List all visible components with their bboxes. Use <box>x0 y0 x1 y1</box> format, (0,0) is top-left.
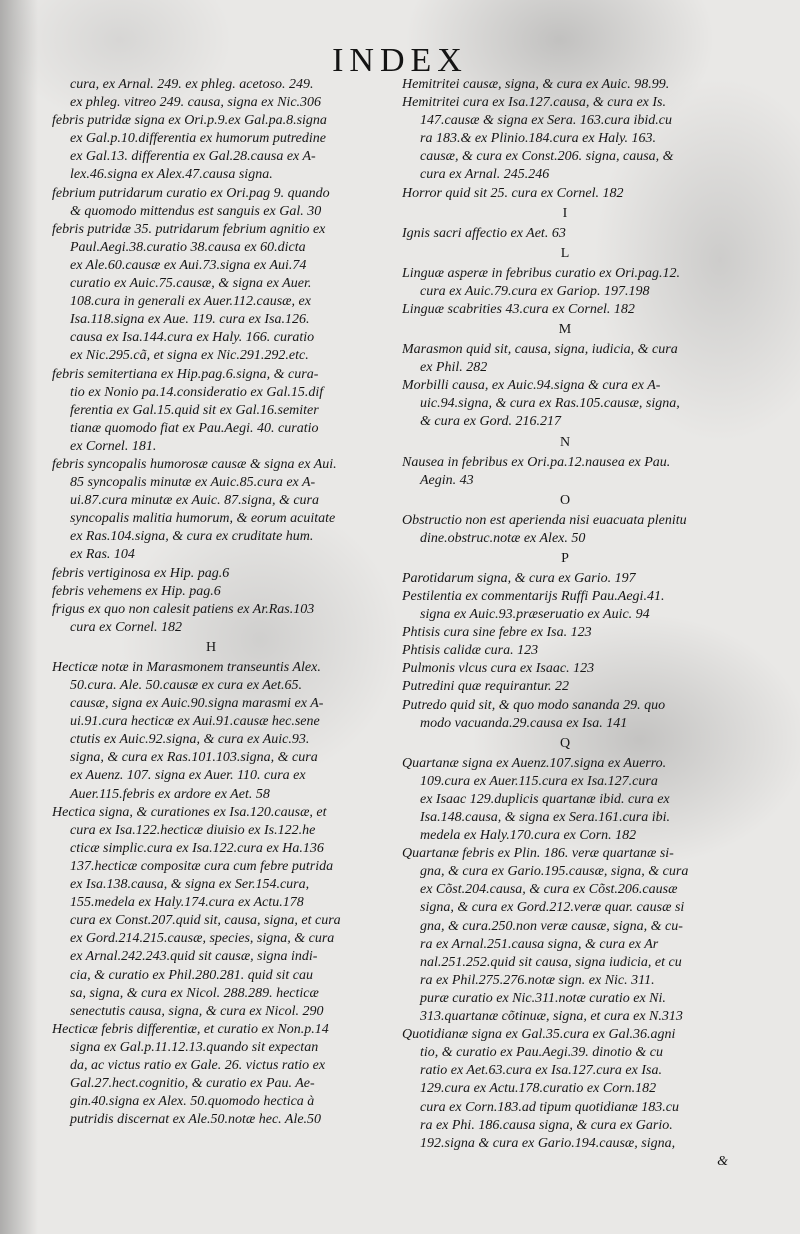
index-entry-line: medela ex Haly.170.cura ex Corn. 182 <box>420 828 637 844</box>
index-entry-line: syncopalis malitia humorum, & eorum acuitate <box>70 511 336 527</box>
index-entry-line: modo vacuanda.29.causa ex Isa. 141 <box>420 715 628 731</box>
index-entry-line: Horror quid sit 25. cura ex Cornel. 182 <box>402 185 624 201</box>
index-entry-line: causæ, signa ex Auic.90.signa marasmi ex A- <box>70 696 324 712</box>
index-entry-line: 108.cura in generali ex Auer.112.causæ, ex <box>70 294 311 310</box>
index-entry-line: febris putridæ 35. putridarum febrium agnitio ex <box>52 221 326 237</box>
index-entry-line: nal.251.252.quid sit causa, signa iudicia, et cu <box>420 954 682 970</box>
index-entry-line: Hemitritei cura ex Isa.127.causa, & cura ex Is. <box>402 95 666 111</box>
index-entry-line: uic.94.signa, & cura ex Ras.105.causæ, signa, <box>420 396 680 412</box>
index-entry-line: ra ex Phi. 186.causa signa, & cura ex Gario. <box>420 1117 673 1133</box>
index-entry-line: 155.medela ex Haly.174.cura ex Actu.178 <box>70 895 304 911</box>
index-entry-line: ferentia ex Gal.15.quid sit ex Gal.16.semiter <box>70 402 319 418</box>
index-entry-line: curatio ex Auic.75.causæ, & signa ex Auer. <box>70 276 312 292</box>
index-entry-line: 192.signa & cura ex Gario.194.causæ, signa, <box>420 1135 676 1151</box>
index-entry-line: cura ex Auic.79.cura ex Gariop. 197.198 <box>420 283 650 299</box>
section-letter: I <box>562 205 568 221</box>
index-entry-line: Hectica signa, & curationes ex Isa.120.causæ, et <box>52 804 327 820</box>
index-entry-line: ex Gord.214.215.causæ, species, signa, & cura <box>70 931 335 947</box>
index-entry-line: Quotidianæ signa ex Gal.35.cura ex Gal.36.agni <box>402 1027 676 1043</box>
index-column-right <box>402 76 728 1171</box>
index-entry-line: ex phleg. vitreo 249. causa, signa ex Nic.306 <box>70 95 322 111</box>
index-entry-line: ex Cõst.204.causa, & cura ex Cõst.206.causæ <box>420 882 678 898</box>
index-entry-line: cura ex Corn.183.ad tipum quotidianæ 183.cu <box>420 1099 679 1115</box>
index-entry-line: Quartanæ signa ex Auenz.107.signa ex Auerro. <box>402 755 667 771</box>
index-entry-line: ra ex Arnal.251.causa signa, & cura ex Ar <box>420 936 659 952</box>
index-entry-line: Marasmon quid sit, causa, signa, iudicia, & cura <box>402 342 678 358</box>
index-entry-line: signa ex Auic.93.præseruatio ex Auic. 94 <box>420 607 650 623</box>
index-entry-line: ui.91.cura hecticæ ex Aui.91.causæ hec.sene <box>70 714 320 730</box>
section-letter: L <box>560 245 570 261</box>
index-entry-line: signa ex Gal.p.11.12.13.quando sit expectan <box>70 1039 319 1055</box>
index-entry-line: cura ex Arnal. 245.246 <box>420 167 550 183</box>
index-entry-line: Hecticæ notæ in Marasmonem transeuntis Alex. <box>52 659 321 675</box>
index-entry-line: Phtisis cura sine febre ex Isa. 123 <box>402 625 592 641</box>
index-entry-line: ratio ex Aet.63.cura ex Isa.127.cura ex Isa. <box>420 1063 662 1079</box>
index-entry-line: Hecticæ febris differentiæ, et curatio ex Non.p.14 <box>52 1021 329 1037</box>
index-entry-line: 147.causæ & signa ex Sera. 163.cura ibid.cu <box>420 113 672 129</box>
index-entry-line: gna, & cura ex Gario.195.causæ, signa, & cura <box>420 864 689 880</box>
index-entry-line: ui.87.cura minutæ ex Auic. 87.signa, & cura <box>70 493 319 509</box>
index-entry-line: causa ex Isa.144.cura ex Haly. 166. curatio <box>70 330 315 346</box>
index-entry-line: febris syncopalis humorosæ causæ & signa ex Aui. <box>52 456 337 472</box>
index-entry-line: tianæ quomodo fiat ex Pau.Aegi. 40. curatio <box>70 420 319 436</box>
index-entry-line: Linguæ scabrities 43.cura ex Cornel. 182 <box>402 301 635 317</box>
index-entry-line: signa, & cura ex Ras.101.103.signa, & cura <box>70 750 318 766</box>
index-entry-line: da, ac victus ratio ex Gale. 26. victus ratio ex <box>70 1057 326 1073</box>
index-entry-line: ex Ale.60.causæ ex Aui.73.signa ex Aui.74 <box>70 257 307 273</box>
index-entry-line: Isa.118.signa ex Aue. 119. cura ex Isa.126. <box>70 312 310 328</box>
index-entry-line: puræ curatio ex Nic.311.notæ curatio ex Ni. <box>420 990 666 1006</box>
index-entry-line: ex Auenz. 107. signa ex Auer. 110. cura ex <box>70 768 306 784</box>
index-entry-line: febrium putridarum curatio ex Ori.pag 9. quando <box>52 185 330 201</box>
index-entry-line: Putredo quid sit, & quo modo sananda 29. quo <box>402 697 666 713</box>
section-letter: P <box>561 550 569 566</box>
index-entry-line: cura ex Const.207.quid sit, causa, signa, et cura <box>70 913 341 929</box>
index-column-left <box>52 76 370 1129</box>
index-entry-line: & cura ex Gord. 216.217 <box>420 414 562 430</box>
index-entry-line: febris vehemens ex Hip. pag.6 <box>52 583 221 599</box>
index-entry-line: Linguæ asperæ in febribus curatio ex Ori.pag.12. <box>402 265 681 281</box>
index-entry-line: tio ex Nonio pa.14.consideratio ex Gal.15.dif <box>70 384 324 400</box>
index-entry-line: Putredini quæ requirantur. 22 <box>402 679 569 695</box>
index-entry-line: Paul.Aegi.38.curatio 38.causa ex 60.dicta <box>70 239 306 255</box>
index-entry-line: & <box>717 1153 728 1169</box>
index-entry-line: cia, & curatio ex Phil.280.281. quid sit cau <box>70 967 314 983</box>
index-entry-line: 129.cura ex Actu.178.curatio ex Corn.182 <box>420 1081 657 1097</box>
index-entry-line: lex.46.signa ex Alex.47.causa signa. <box>70 167 273 183</box>
index-entry-line: ex Arnal.242.243.quid sit causæ, signa indi- <box>70 949 318 965</box>
section-letter: Q <box>559 735 571 751</box>
index-entry-line: 85 syncopalis minutæ ex Auic.85.cura ex A- <box>70 475 316 491</box>
index-entry-line: ex Gal.13. differentia ex Gal.28.causa ex A- <box>70 149 316 165</box>
section-letter: H <box>205 639 217 655</box>
index-entry-line: Quartanæ febris ex Plin. 186. veræ quartanæ si- <box>402 846 674 862</box>
index-entry-line: ex Nic.295.cã, et signa ex Nic.291.292.etc. <box>70 348 309 364</box>
index-entry-line: cticæ simplic.cura ex Isa.122.cura ex Ha.136 <box>70 840 324 856</box>
index-entry-line: cura, ex Arnal. 249. ex phleg. acetoso. 249. <box>70 77 314 92</box>
index-entry-line: 313.quartanæ cõtinuæ, signa, et cura ex N.313 <box>420 1009 683 1025</box>
index-entry-line: signa, & cura ex Gord.212.veræ quar. causæ si <box>420 900 685 916</box>
index-entry-line: Nausea in febribus ex Ori.pa.12.nausea ex Pau. <box>402 454 671 470</box>
index-entry-line: ex Ras.104.signa, & cura ex cruditate hum. <box>70 529 314 545</box>
index-entry-line: Pulmonis vlcus cura ex Isaac. 123 <box>402 661 595 677</box>
index-entry-line: Obstructio non est aperienda nisi euacuata plenitu <box>402 512 687 528</box>
index-entry-line: ra 183.& ex Plinio.184.cura ex Haly. 163. <box>420 131 657 147</box>
index-entry-line: ra ex Phil.275.276.notæ sign. ex Nic. 311. <box>420 972 655 988</box>
index-entry-line: ex Phil. 282 <box>420 360 488 376</box>
index-entry-line: 109.cura ex Auer.115.cura ex Isa.127.cura <box>420 773 658 789</box>
index-entry-line: febris putridæ signa ex Ori.p.9.ex Gal.pa.8.signa <box>52 113 327 129</box>
index-entry-line: Phtisis calidæ cura. 123 <box>402 643 539 659</box>
section-letter: N <box>559 434 571 450</box>
index-entry-line: & quomodo mittendus est sanguis ex Gal. 30 <box>70 203 322 219</box>
index-entry-line: Pestilentia ex commentarijs Ruffi Pau.Aegi.41. <box>402 588 665 604</box>
index-entry-line: dine.obstruc.notæ ex Alex. 50 <box>420 530 586 546</box>
index-entry-line: Ignis sacri affectio ex Aet. 63 <box>402 225 566 241</box>
page-spine-shadow <box>0 0 38 1234</box>
index-entry-line: ctutis ex Auic.92.signa, & cura ex Auic.93. <box>70 732 310 748</box>
index-entry-line: frigus ex quo non calesit patiens ex Ar.Ras.103 <box>52 601 315 617</box>
index-entry-line: ex Isa.138.causa, & signa ex Ser.154.cura, <box>70 877 310 893</box>
index-entry-line: Aegin. 43 <box>420 472 474 488</box>
index-entry-line: senectutis causa, signa, & cura ex Nicol. 290 <box>70 1003 324 1019</box>
index-entry-line: ex Cornel. 181. <box>70 438 157 454</box>
index-entry-line: Hemitritei causæ, signa, & cura ex Auic. 98.99. <box>402 77 670 92</box>
index-entry-line: Morbilli causa, ex Auic.94.signa & cura ex A- <box>402 378 661 394</box>
index-entry-line: gna, & cura.250.non veræ causæ, signa, & cu- <box>420 918 683 934</box>
index-entry-line: cura ex Isa.122.hecticæ diuisio ex Is.122.he <box>70 822 316 838</box>
index-entry-line: Gal.27.hect.cognitio, & curatio ex Pau. Ae- <box>70 1076 315 1092</box>
index-entry-line: tio, & curatio ex Pau.Aegi.39. dinotio & cu <box>420 1045 664 1061</box>
index-entry-line: Isa.148.causa, & signa ex Sera.161.cura ibi. <box>420 810 671 825</box>
index-entry-line: cura ex Cornel. 182 <box>70 619 182 635</box>
index-entry-line: 137.hecticæ compositæ cura cum febre putrida <box>70 858 334 874</box>
section-letter: M <box>558 322 572 338</box>
index-entry-line: febris semitertiana ex Hip.pag.6.signa, & cura- <box>52 366 319 382</box>
index-entry-line: putridis discernat ex Ale.50.notæ hec. Ale.50 <box>70 1112 322 1128</box>
index-entry-line: Auer.115.febris ex ardore ex Aet. 58 <box>70 786 270 802</box>
index-entry-line: ex Ras. 104 <box>70 547 135 563</box>
index-entry-line: Parotidarum signa, & cura ex Gario. 197 <box>402 570 636 586</box>
index-entry-line: sa, signa, & cura ex Nicol. 288.289. hecticæ <box>70 985 319 1001</box>
index-entry-line: gin.40.signa ex Alex. 50.quomodo hectica à <box>70 1094 315 1110</box>
index-entry-line: febris vertiginosa ex Hip. pag.6 <box>52 565 230 581</box>
section-letter: O <box>559 492 571 508</box>
index-entry-line: 50.cura. Ale. 50.causæ ex cura ex Aet.65. <box>70 678 302 693</box>
index-entry-line: causæ, & cura ex Const.206. signa, causa, & <box>420 149 674 165</box>
page-title: INDEX <box>332 42 468 79</box>
index-entry-line: ex Gal.p.10.differentia ex humorum putredine <box>70 131 326 147</box>
index-entry-line: ex Isaac 129.duplicis quartanæ ibid. cura ex <box>420 791 670 807</box>
